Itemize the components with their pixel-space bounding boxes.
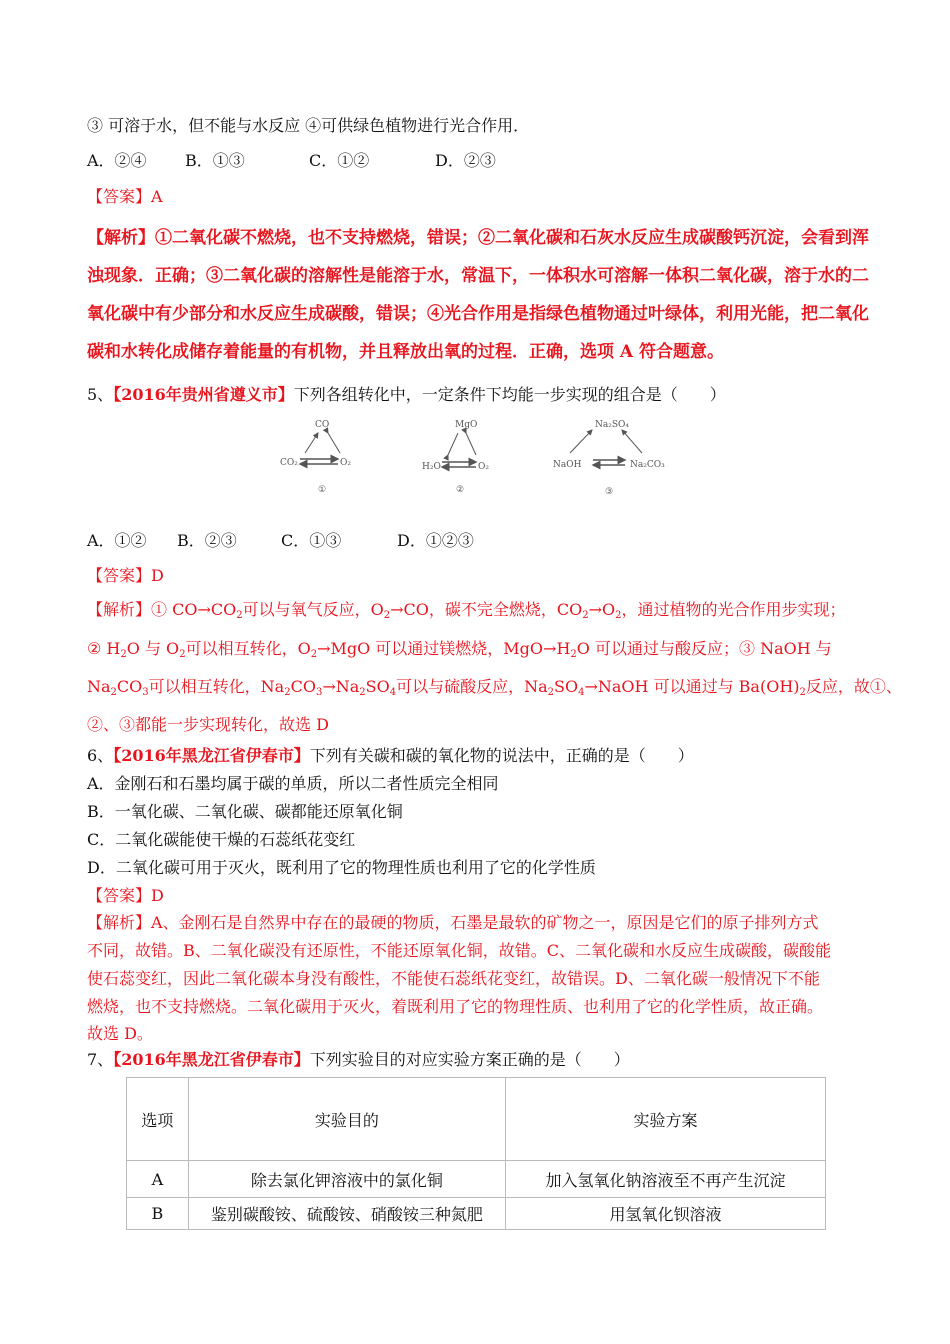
- table-cell: 加入氢氧化钠溶液至不再产生沉淀: [505, 1161, 825, 1198]
- q6-answer: 【答案】D: [87, 886, 164, 905]
- option-a: A．②④: [87, 151, 147, 170]
- d2-left: H₂O: [422, 462, 441, 472]
- q6-option-d: D．二氧化碳可用于灭火，既利用了它的物理性质也利用了它的化学性质: [87, 858, 596, 877]
- q6-stem: [87, 746, 694, 766]
- q5-answer: 【答案】D: [87, 566, 164, 585]
- header-cell: 实验方案: [505, 1078, 825, 1161]
- conversion-diagrams: [270, 415, 690, 500]
- diagram-1: [280, 420, 351, 495]
- q5-analysis-line-3: $Na_2CO_3$可以相互转化，$Na_2CO_3\to Na_2SO_4$可以与硫酸反应，$Na_2SO_4\to NaOH$ 可以通过与 $Ba(OH)_2$反应，故①、: [87, 677, 902, 698]
- d1-top: CO: [315, 420, 330, 430]
- table-header-row: [127, 1078, 826, 1161]
- option-c: C．①③: [281, 531, 342, 550]
- q7-stem: [87, 1050, 630, 1070]
- d2-right: O₂: [478, 462, 489, 472]
- header-cell: 实验目的: [188, 1078, 505, 1161]
- q5-stem: [87, 385, 726, 405]
- q6-analysis-line-1: 【解析】A、金刚石是自然界中存在的最硬的物质，石墨是最软的矿物之一，原因是它们的原子排列方式: [87, 913, 819, 932]
- q5-number: 5、: [87, 385, 114, 404]
- q6-option-b: B．一氧化碳、二氧化碳、碳都能还原氧化铜: [87, 802, 403, 821]
- d1-right: O₂: [340, 458, 351, 468]
- option-c: C．①②: [309, 151, 370, 170]
- table-cell: 用氢氧化钡溶液: [505, 1198, 825, 1230]
- option-b: B．②③: [177, 531, 237, 550]
- header-cell: 选项: [127, 1078, 189, 1161]
- q5-analysis-line-1: 【解析】① $CO\to CO_2$可以与氧气反应，$O_2\to CO$，碳不完全燃烧，$CO_2\to O_2$，通过植物的光合作用步实现；: [87, 600, 846, 621]
- experiment-table: [126, 1077, 826, 1230]
- option-b: B．①③: [185, 151, 245, 170]
- d2-label: ②: [456, 485, 465, 495]
- q6-analysis-line-2: 不同，故错。B、二氧化碳没有还原性，不能还原氧化铜，故错。C、二氧化碳和水反应生成碳酸，碳酸能: [87, 941, 832, 960]
- q4-line: ③ 可溶于水，但不能与水反应 ④可供绿色植物进行光合作用．: [87, 116, 530, 135]
- d3-top: Na₂SO₄: [595, 420, 630, 430]
- q6-stem-text: 下列有关碳和碳的氧化物的说法中，正确的是（ ）: [309, 746, 694, 765]
- table-cell: A: [127, 1161, 189, 1198]
- d2-top: MgO: [455, 420, 478, 430]
- table-row: [127, 1198, 826, 1230]
- q5-analysis-line-2: ② $H_2O$ 与 $O_2$可以相互转化，$O_2\to MgO$ 可以通过镁燃烧，$MgO\to H_2O$ 可以通过与酸反应；③ NaOH 与: [87, 639, 832, 660]
- option-d: D．②③: [435, 151, 496, 170]
- q6-analysis-line-5: 故选 D。: [87, 1024, 153, 1043]
- table-cell: 鉴别碳酸铵、硫酸铵、硝酸铵三种氮肥: [188, 1198, 505, 1230]
- table-cell: B: [127, 1198, 189, 1230]
- q4-analysis-line-4: 碳和水转化成储存着能量的有机物，并且释放出氧的过程．正确，选项 A 符合题意。: [87, 342, 725, 362]
- diagram-3: [553, 420, 665, 497]
- q5-stem-text: 下列各组转化中，一定条件下均能一步实现的组合是（ ）: [293, 385, 726, 404]
- diagram-2: [422, 420, 489, 495]
- table-row: [127, 1161, 826, 1198]
- q7-number: 7、: [87, 1050, 114, 1069]
- q6-analysis-line-3: 使石蕊变红，因此二氧化碳本身没有酸性，不能使石蕊纸花变红，故错误。D、二氧化碳一般情况下不能: [87, 969, 820, 988]
- q4-options: [87, 151, 496, 171]
- q7-source: 【2016年黑龙江省伊春市】: [113, 1050, 310, 1069]
- d1-left: CO₂: [280, 458, 298, 468]
- d3-left: NaOH: [553, 460, 582, 470]
- d3-label: ③: [605, 487, 614, 497]
- q7-stem-text: 下列实验目的对应实验方案正确的是（ ）: [309, 1050, 630, 1069]
- q6-number: 6、: [87, 746, 114, 765]
- q5-analysis-line-4: ②、③都能一步实现转化，故选 D: [87, 715, 329, 734]
- option-d: D．①②③: [397, 531, 474, 550]
- q6-analysis-line-4: 燃烧，也不支持燃烧。二氧化碳用于灭火，着既利用了它的物理性质、也利用了它的化学性质，故正确。: [87, 997, 824, 1016]
- q4-analysis-line-3: 氧化碳中有少部分和水反应生成碳酸，错误；④光合作用是指绿色植物通过叶绿体，利用光能，把二氧化: [87, 304, 869, 324]
- q6-source: 【2016年黑龙江省伊春市】: [113, 746, 310, 765]
- q6-option-c: C．二氧化碳能使干燥的石蕊纸花变红: [87, 830, 356, 849]
- q5-source: 【2016年贵州省遵义市】: [113, 385, 294, 404]
- q4-analysis-line-2: 浊现象．正确；③二氧化碳的溶解性是能溶于水，常温下，一体积水可溶解一体积二氧化碳，溶于水的二: [87, 266, 869, 286]
- option-a: A．①②: [87, 531, 147, 550]
- d3-right: Na₂CO₃: [630, 460, 665, 470]
- table-cell: 除去氯化钾溶液中的氯化铜: [188, 1161, 505, 1198]
- q6-option-a: A．金刚石和石墨均属于碳的单质，所以二者性质完全相同: [87, 774, 499, 793]
- q4-answer: 【答案】A: [87, 187, 163, 206]
- q5-options: [87, 531, 474, 551]
- q4-analysis-line-1: 【解析】①二氧化碳不燃烧，也不支持燃烧，错误；②二氧化碳和石灰水反应生成碳酸钙沉淀，会看到浑: [87, 228, 869, 248]
- d1-label: ①: [318, 485, 327, 495]
